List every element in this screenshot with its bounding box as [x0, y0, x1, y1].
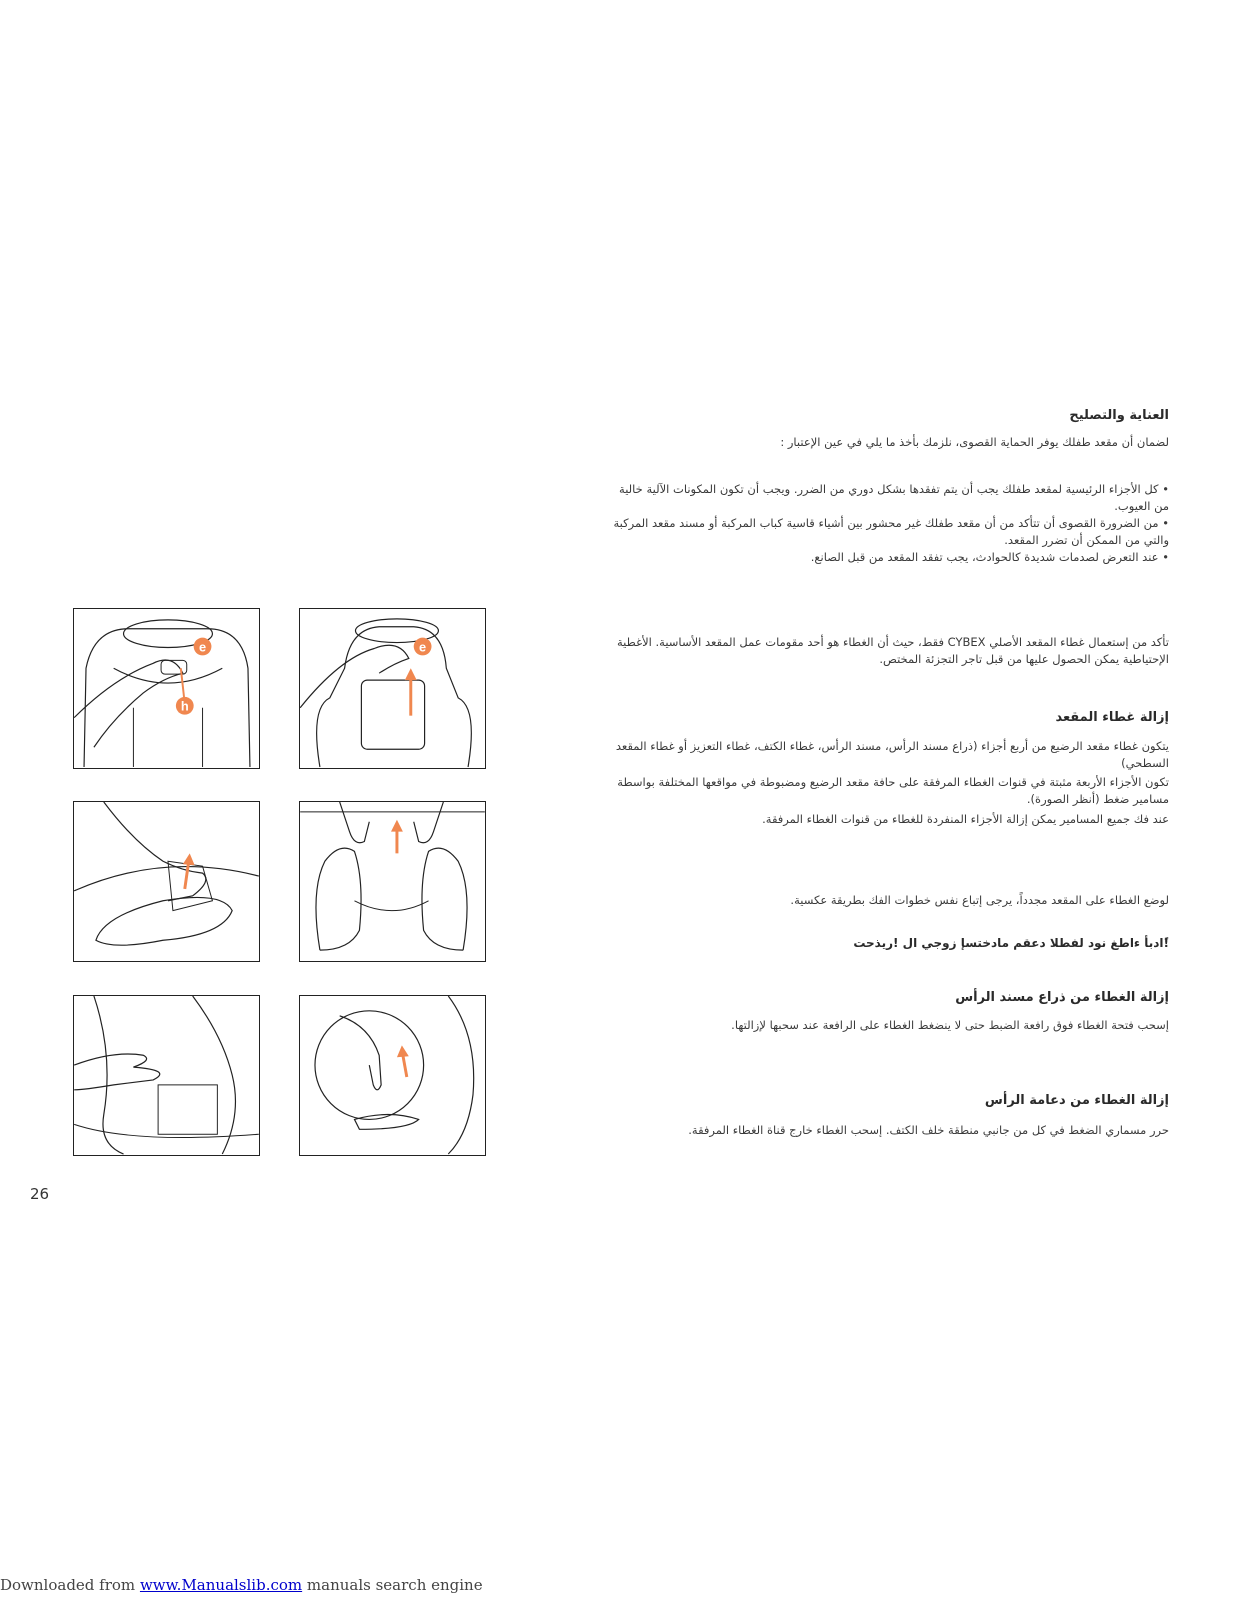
removal-paragraph-1: يتكون غطاء مقعد الرضيع من أربع أجزاء (ذراع مسند الرأس، مسند الرأس، غطاء الكتف، غطاء التعزيز أو غطاء المقعد السطحي) [615, 739, 1169, 770]
shoulder-pad-illustration [300, 609, 485, 768]
list-item: • كل الأجزاء الرئيسية لمقعد طفلك يجب أن يتم تفقدها بشكل دوري من الضرر. ويجب أن تكون المكونات الآلية خالية من العيوب. [609, 481, 1169, 515]
care-bullet-list [609, 481, 1169, 566]
figure-panel-6 [299, 995, 486, 1156]
warning-text: !ًادبأ ءاطغ نود لفطلا دعقم مادختسإ زوجي ال !ريذحت [853, 936, 1169, 950]
svg-text:e: e [419, 639, 427, 655]
removal-title: إزالة غطاء المقعد [1055, 710, 1169, 725]
headrest-support-text: حرر مسماري الضغط في كل من جانبي منطقة خلف الكتف. إسحب الغطاء خارج قناة الغطاء المرفقة. [688, 1123, 1169, 1137]
svg-text:h: h [180, 698, 189, 714]
svg-text:e: e [198, 639, 207, 655]
figure-panel-1 [73, 608, 260, 769]
headrest-arm-title: إزالة الغطاء من ذراع مسند الرأس [955, 990, 1169, 1005]
footer-prefix: Downloaded from [0, 1576, 136, 1594]
figure-panel-3 [73, 801, 260, 962]
figure-panel-2 [299, 608, 486, 769]
cover-note: تأكد من إستعمال غطاء المقعد الأصلي CYBEX فقط، حيث أن الغطاء هو أحد مقومات عمل المقعد الأساسية. الأغطية الإحتياطية يمكن الحصول عليها من قبل تاجر التجزئة المختص. [617, 635, 1169, 666]
removal-paragraph-3: عند فك جميع المسامير يمكن إزالة الأجزاء المنفردة للغطاء من قنوات الغطاء المرفقة. [762, 812, 1169, 826]
footer [0, 1576, 483, 1594]
figure-panel-5 [73, 995, 260, 1156]
care-title: العناية والتصليح [1069, 408, 1169, 423]
headrest-arm-text: إسحب فتحة الغطاء فوق رافعة الضبط حتى لا ينضغط الغطاء على الرافعة عند سحبها لإزالتها. [731, 1018, 1169, 1032]
headrest-support-title: إزالة الغطاء من دعامة الرأس [984, 1093, 1169, 1108]
list-item: • من الضرورة القصوى أن تتأكد من أن مقعد طفلك غير محشور بين أشياء قاسية كباب المركبة أو مسند مقعد المركبة والتي من الممكن أن تضرر المقعد. [609, 515, 1169, 549]
hand-lever-illustration [74, 802, 259, 961]
care-intro: لضمان أن مقعد طفلك يوفر الحماية القصوى، نلزمك بأخذ ما يلي في عين الإعتبار : [780, 435, 1169, 449]
removal-paragraph-2: تكون الأجزاء الأربعة مثبتة في قنوات الغطاء المرفقة على حافة مقعد الرضيع ومضبوطة في مواقعها المختلفة بواسطة مسامير ضغط (أنظر الصورة). [617, 775, 1169, 806]
figure-panel-4 [299, 801, 486, 962]
headrest-pull-illustration [300, 802, 485, 961]
cover-channel-illustration [74, 996, 259, 1155]
refit-note: لوضع الغطاء على المقعد مجدداً، يرجى إتباع نفس خطوات الفك بطريقة عكسية. [790, 893, 1169, 907]
headrest-release-illustration [300, 996, 485, 1155]
list-item: • عند التعرض لصدمات شديدة كالحوادث، يجب تفقد المقعد من قبل الصانع. [609, 549, 1169, 566]
seat-buckle-illustration [74, 609, 259, 768]
manualslib-link[interactable]: www.Manualslib.com [139, 1576, 303, 1594]
footer-suffix: manuals search engine [306, 1576, 483, 1594]
page-number: 26 [30, 1185, 50, 1203]
